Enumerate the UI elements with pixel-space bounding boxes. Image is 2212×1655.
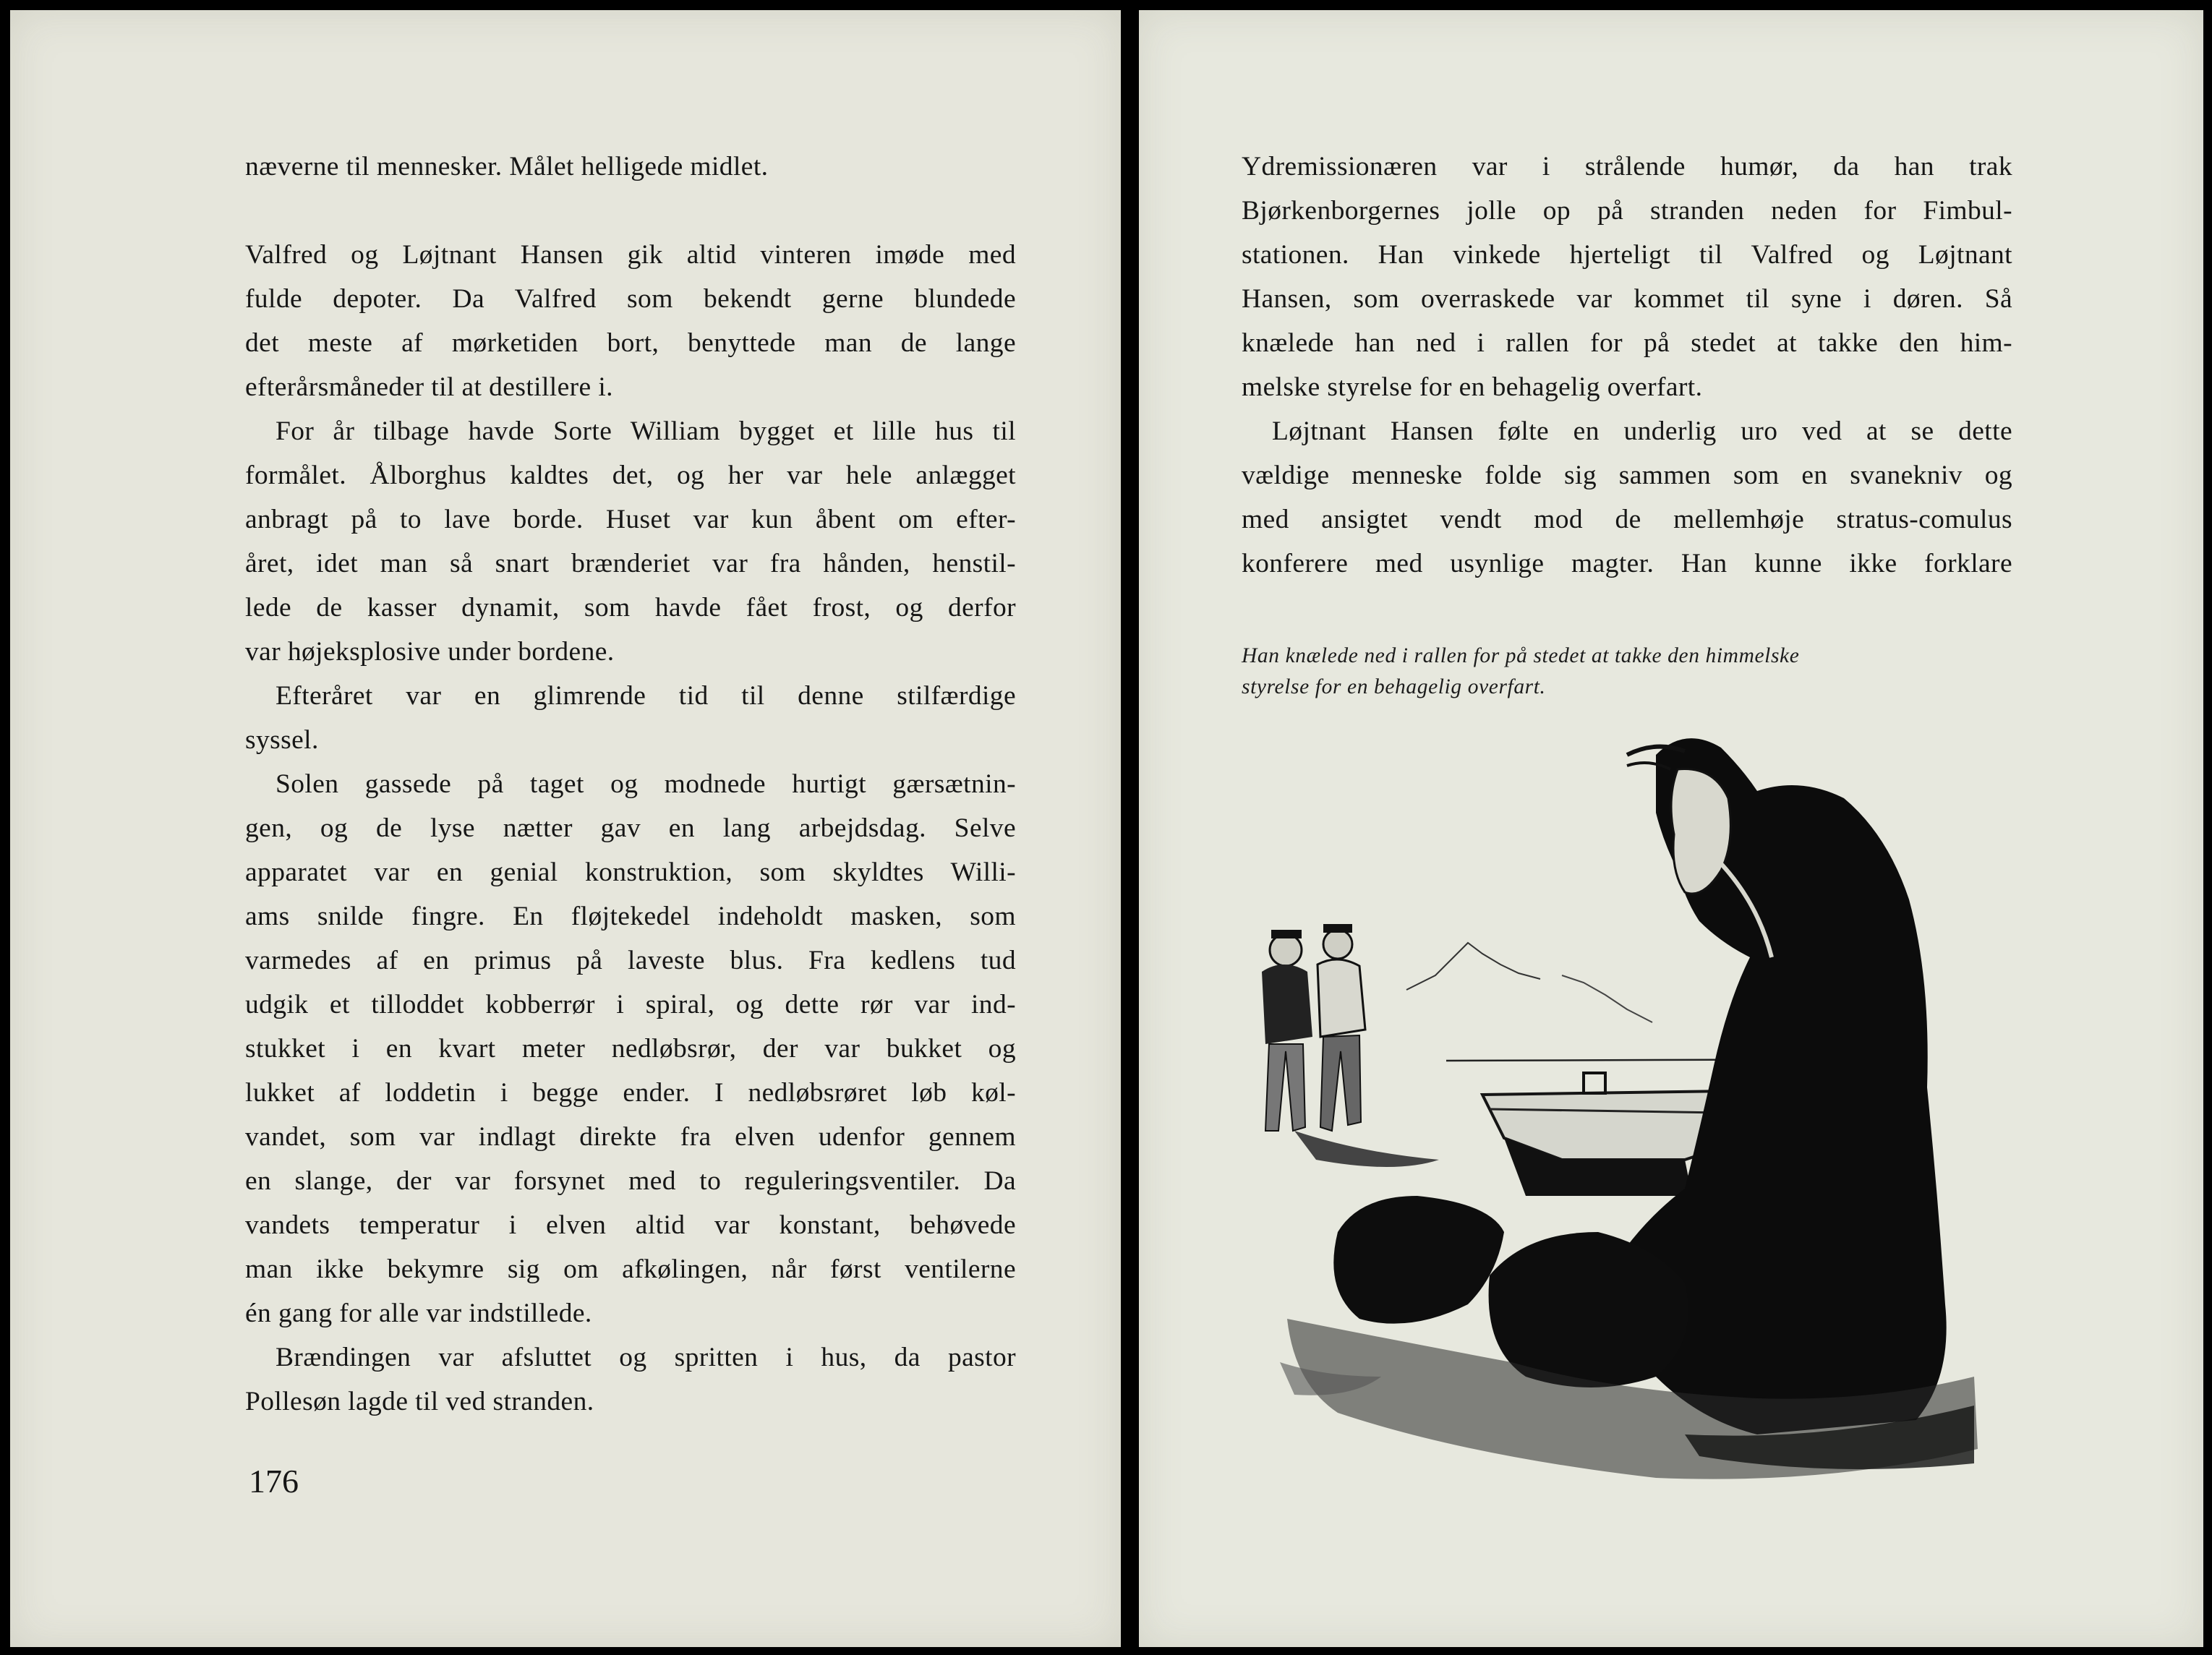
mountain-sketch-2 xyxy=(1562,975,1652,1022)
left_page-line: det meste af mørketiden bort, benyttede man de lange xyxy=(245,328,1016,358)
left_page-line: efterårsmåneder til at destillere i. xyxy=(245,372,613,402)
figure-right xyxy=(1318,924,1365,1131)
left_page-line: ams snilde fingre. En fløjtekedel indeholdt masken, som xyxy=(245,902,1016,931)
right_page-line: vældige menneske folde sig sammen som en svanekniv og xyxy=(1242,461,2012,490)
right_page-line: melske styrelse for en behagelig overfart. xyxy=(1242,372,1703,402)
left-page-text xyxy=(245,145,1016,1424)
left_page-line: en slange, der var forsynet med to reguleringsventiler. Da xyxy=(245,1166,1016,1196)
left_page-line: én gang for alle var indstillede. xyxy=(245,1299,592,1328)
left_page-line xyxy=(245,189,1016,233)
caption-line-2: styrelse for en behagelig overfart. xyxy=(1242,675,1546,698)
caption-line-1: Han knælede ned i rallen for på stedet at takke den himmelske xyxy=(1242,644,1800,667)
left_page-line: Efteråret var en glimrende tid til denne stilfærdige xyxy=(276,681,1016,711)
left_page-line: For år tilbage havde Sorte William bygget et lille hus til xyxy=(276,416,1016,446)
left_page-line: stukket i en kvart meter nedløbsrør, der var bukket og xyxy=(245,1034,1016,1064)
left_page-line: formålet. Ålborghus kaldtes det, og her var hele anlægget xyxy=(245,461,1016,490)
right_page-line: med ansigtet vendt mod de mellemhøje stratus-comulus xyxy=(1242,505,2012,534)
right_page-line: Bjørkenborgernes jolle op på stranden neden for Fimbul- xyxy=(1242,196,2012,226)
left_page-line: næverne til mennesker. Målet helligede midlet. xyxy=(245,152,769,181)
left_page-line: varmedes af en primus på laveste blus. Fra kedlens tud xyxy=(245,946,1016,975)
left_page-line: lukket af loddetin i begge ender. I nedløbsrøret løb køl- xyxy=(245,1078,1016,1108)
left_page-line: Brændingen var afsluttet og spritten i hus, da pastor xyxy=(276,1343,1016,1372)
left_page-line: man ikke bekymre sig om afkølingen, når først ventilerne xyxy=(245,1254,1016,1284)
left_page-line: Solen gassede på taget og modnede hurtigt gærsætnin- xyxy=(276,769,1016,799)
left_page-line: vandets temperatur i elven altid var konstant, behøvede xyxy=(245,1210,1016,1240)
left_page-line: gen, og de lyse nætter gav en lang arbejdsdag. Selve xyxy=(245,813,1016,843)
page-number: 176 xyxy=(249,1463,299,1500)
ink-illustration xyxy=(1251,726,2003,1492)
right_page-line: Ydremissionæren var i strålende humør, da han trak xyxy=(1242,152,2012,181)
left-page xyxy=(10,10,1121,1647)
left_page-line: året, idet man så snart brænderiet var fra hånden, henstil- xyxy=(245,549,1016,578)
right-page-text xyxy=(1242,145,2012,586)
ground-shadow xyxy=(1294,1131,1439,1167)
left_page-line: Valfred og Løjtnant Hansen gik altid vinteren imøde med xyxy=(245,240,1016,270)
right_page-line: Løjtnant Hansen følte en underlig uro ved at se dette xyxy=(1272,416,2012,446)
left_page-line: fulde depoter. Da Valfred som bekendt gerne blundede xyxy=(245,284,1016,314)
left_page-line: Pollesøn lagde til ved stranden. xyxy=(245,1387,594,1416)
right_page-line: stationen. Han vinkede hjerteligt til Valfred og Løjtnant xyxy=(1242,240,2012,270)
illustration-caption xyxy=(1242,641,1950,703)
left_page-line: vandet, som var indlagt direkte fra elven udenfor gennem xyxy=(245,1122,1016,1152)
left_page-line: udgik et tilloddet kobberrør i spiral, og dette rør var ind- xyxy=(245,990,1016,1019)
left_page-line: anbragt på to lave borde. Huset var kun åbent om efter- xyxy=(245,505,1016,534)
right_page-line: Hansen, som overraskede var kommet til syne i døren. Så xyxy=(1242,284,2012,314)
ink-blob-left xyxy=(1333,1196,1504,1324)
left_page-line: apparatet var en genial konstruktion, som skyldtes Willi- xyxy=(245,858,1016,887)
right-page xyxy=(1139,10,2203,1647)
mountain-sketch xyxy=(1406,943,1540,990)
right_page-line: konferere med usynlige magter. Han kunne ikke forklare xyxy=(1242,549,2012,578)
right_page-line: knælede han ned i rallen for på stedet at takke den him- xyxy=(1242,328,2012,358)
left_page-line: syssel. xyxy=(245,725,319,755)
left_page-line: var højeksplosive under bordene. xyxy=(245,637,615,667)
figure-left xyxy=(1262,930,1312,1131)
left_page-line: lede de kasser dynamit, som havde fået frost, og derfor xyxy=(245,593,1016,623)
